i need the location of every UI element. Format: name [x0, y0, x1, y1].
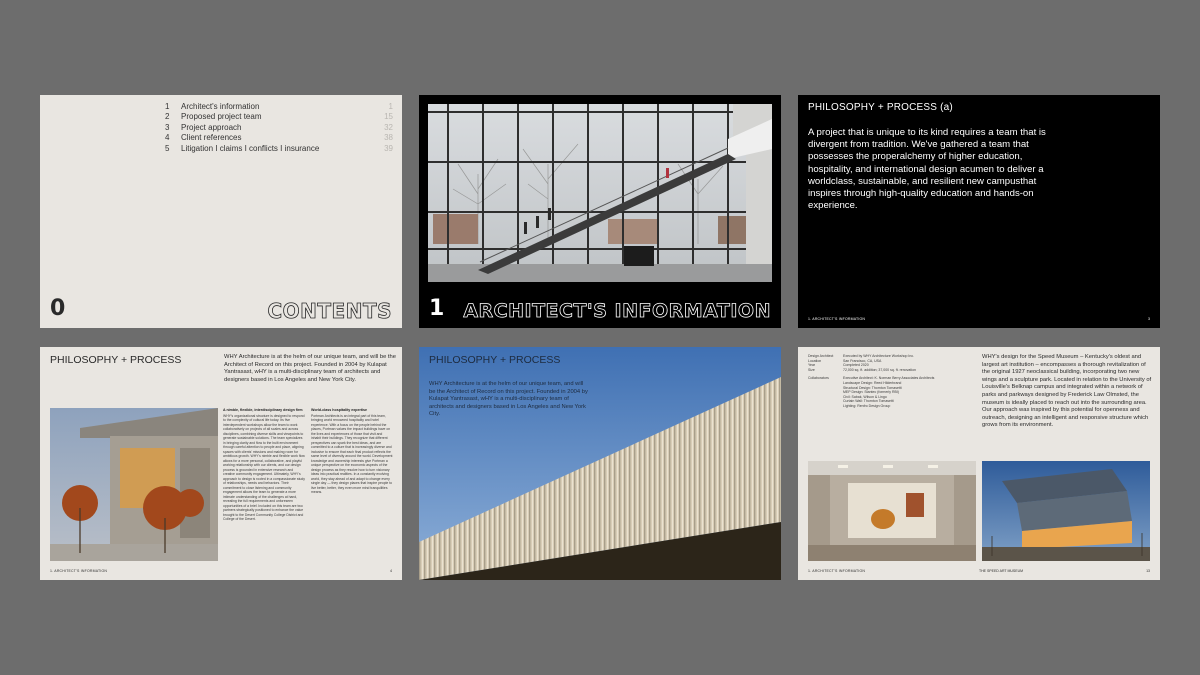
toc-row[interactable]: [165, 133, 393, 143]
toc-page-number: 15: [384, 112, 393, 122]
section-number: 1: [429, 296, 445, 321]
toc-title: Litigation I claims I conflicts I insurance: [181, 143, 320, 153]
collaborator: Curtain Wall: Thornton Tomasetti: [843, 399, 894, 404]
page-footer-section: 1. ARCHITECT'S INFORMATION: [808, 317, 866, 321]
toc-title: Proposed project team: [181, 112, 262, 122]
contents-page[interactable]: [40, 95, 402, 328]
section-number: 0: [50, 296, 66, 321]
page-number: 13: [1146, 569, 1150, 573]
detail-key: Design Architect: [808, 354, 834, 358]
page-number: 3: [1148, 317, 1150, 321]
section-title: CONTENTS: [267, 299, 392, 323]
page-body-text: WHY Architecture is at the helm of our unique team, and will be the Architect of Record on this project. Founded in 2004 by Kulapat Yantrasast, wHY is a multi-disciplinary team of architects and designers based in Los Angeles and New York City.: [429, 381, 588, 418]
collaborator: Civil: Sabak, Wilson & Lingo: [843, 394, 887, 399]
detail-value: Executed by WHY Architecture Workshop Inc.: [843, 354, 915, 358]
column-body: Portman Architects is an integral part of this team, bringing world renowned hospitality and hotel experience. With a focus on the people behind the places, Portman values the impact buildings have on the lives and experiences of those that visit and inhabit their buildings. They recognize that different perspectives can spark the best ideas, and are committed to a culture that is increasingly diverse and inclusive to ensure that each final product reflects the same level of diversity around the world. Development knowledge and ownership interests give Portman a unique perspective on the economic aspects of the design process as they resolve how to turn visionary ideas into practical realities. In a constantly evolving world, they stay ahead of and adapt to change every single day — they design places that inspire people to live better, better, they even more mind tranquilities means.: [311, 413, 393, 494]
column-body: WHY's organizational structure is designed to respond to the complexity of cultural life today. Its five interdependent workshops allow the team to work collaboratively on projects of all scales and across disciplines, combining diverse skills and viewpoints to generate sustainable solutions. The team specializes in bringing clarity and flow to the built environment through careful attention to people and place, aligning spaces with clients' missions and making room for ambitious growth. WHY's nimble and flexible work flow allows for a more personal, collaborative, and playful working relationship with our clients, and our design process is grounded in extensive research and creative community engagement. Ultimately, WHY's approach to design is rooted in a compassionate study of relationships, needs and behaviors. Their commitment to close listening and community engagement allows the team to generate a more intimate understanding of the challenges at hand, revealing the full requirements and unforeseen opportunities of a brief. Included on this team are two partners strategically positioned to enhance the value brought to the Desert Community College District and College of the Desert.: [223, 413, 305, 521]
philosophy-a-page[interactable]: [798, 95, 1160, 328]
collaborator: Landscape Design: Reed Hilderbrand: [843, 380, 902, 385]
toc-title: Architect's information: [181, 102, 260, 111]
page-heading: PHILOSOPHY + PROCESS (a): [808, 102, 953, 113]
toc-row[interactable]: [165, 123, 393, 133]
detail-key: Year: [808, 363, 816, 368]
detail-value: 72,000 sq. ft. addition; 37,000 sq. ft. renovation: [843, 367, 916, 372]
toc-number: 3: [165, 122, 170, 132]
toc-page-number: 38: [384, 133, 393, 143]
collaborator: MEP Design: Stantec (formerly RBI): [843, 390, 899, 395]
page-footer-section: 1. ARCHITECT'S INFORMATION: [50, 569, 108, 573]
intro-text: WHY Architecture is at the helm of our unique team, and will be the Architect of Record on this project. Founded in 2004 by Kulapat Yantrasast, wHY is a multi-disciplinary team of architects and designers based in Los Angeles and New York City.: [224, 354, 396, 383]
museum-interior-photo: [808, 461, 976, 561]
detail-value: San Francisco, CA, USA: [843, 358, 882, 363]
page-footer-project: THE SPEED ART MUSEUM: [979, 569, 1024, 573]
philosophy-page[interactable]: [40, 347, 402, 580]
collaborator: Lighting: Renfro Design Group: [843, 403, 891, 408]
detail-key: Collaborators: [808, 376, 829, 381]
collaborators-row: [808, 376, 978, 408]
page-number: 4: [390, 569, 392, 573]
text-column-1: [223, 408, 305, 522]
atrium-staircase-photo: [428, 104, 772, 282]
detail-key: Location: [808, 358, 822, 363]
column-heading: A nimble, flexible, interdisciplinary design firm: [223, 408, 303, 412]
collaborator: Executive Architect: K. Norman Berry Associates Architects: [843, 376, 935, 381]
page-heading: PHILOSOPHY + PROCESS: [50, 354, 182, 366]
table-of-contents: [165, 102, 393, 154]
toc-page-number: 39: [384, 143, 393, 153]
museum-exterior-photo: [982, 461, 1150, 561]
toc-page-number: 32: [384, 122, 393, 132]
toc-title: Client references: [181, 133, 242, 143]
speed-museum-page[interactable]: [798, 347, 1160, 580]
detail-key: Size: [808, 367, 815, 372]
toc-number: 1: [165, 102, 170, 111]
detail-value: Completed 2020: [843, 363, 869, 368]
toc-number: 5: [165, 143, 170, 153]
toc-row[interactable]: [165, 144, 393, 154]
philosophy-fullbleed-page[interactable]: [419, 347, 781, 580]
toc-row[interactable]: [165, 112, 393, 122]
toc-number: 4: [165, 133, 170, 143]
page-body-text: A project that is unique to its kind requires a team that is divergent from tradition. We've gathered a team that possesses the properalchemy of higher education, hospitality, and international design acumen to deliver a worldclass, sustainable, and resilient new campusthat inspires through high-quality education and hands-on experience.: [808, 127, 1046, 212]
collaborator: Structural Design: Thornton Tomasetti: [843, 385, 902, 390]
toc-number: 2: [165, 112, 170, 122]
section-title: ARCHITECT'S INFORMATION: [463, 300, 771, 322]
project-details: [808, 354, 978, 409]
architect-info-page[interactable]: [419, 95, 781, 328]
collaborators-list: [843, 376, 934, 408]
concrete-building-photo: [50, 408, 218, 561]
toc-page-number: 1: [388, 102, 393, 111]
toc-row[interactable]: [165, 102, 393, 112]
toc-title: Project approach: [181, 122, 242, 132]
page-footer-section: 1. ARCHITECT'S INFORMATION: [808, 569, 866, 573]
page-heading: PHILOSOPHY + PROCESS: [429, 354, 561, 366]
project-description: WHY's design for the Speed Museum – Kentucky's oldest and largest art institution – encompasses a thorough revitalization of the original 1927 neoclassical building, incorporating two new wings and a sculpture park. Located in relation to the University of Louisville's Belknap campus and integrated within a network of parks and parkways designed by Frederick Law Olmsted, the museum is ideally placed to reach out into the surrounding area. Our approach was inspired by this potential for openness and outreach, designing an intelligent and responsive structure which grows from its environment.: [982, 354, 1152, 429]
text-column-2: [311, 408, 393, 495]
column-heading: World-class hospitality expertise: [311, 408, 368, 412]
